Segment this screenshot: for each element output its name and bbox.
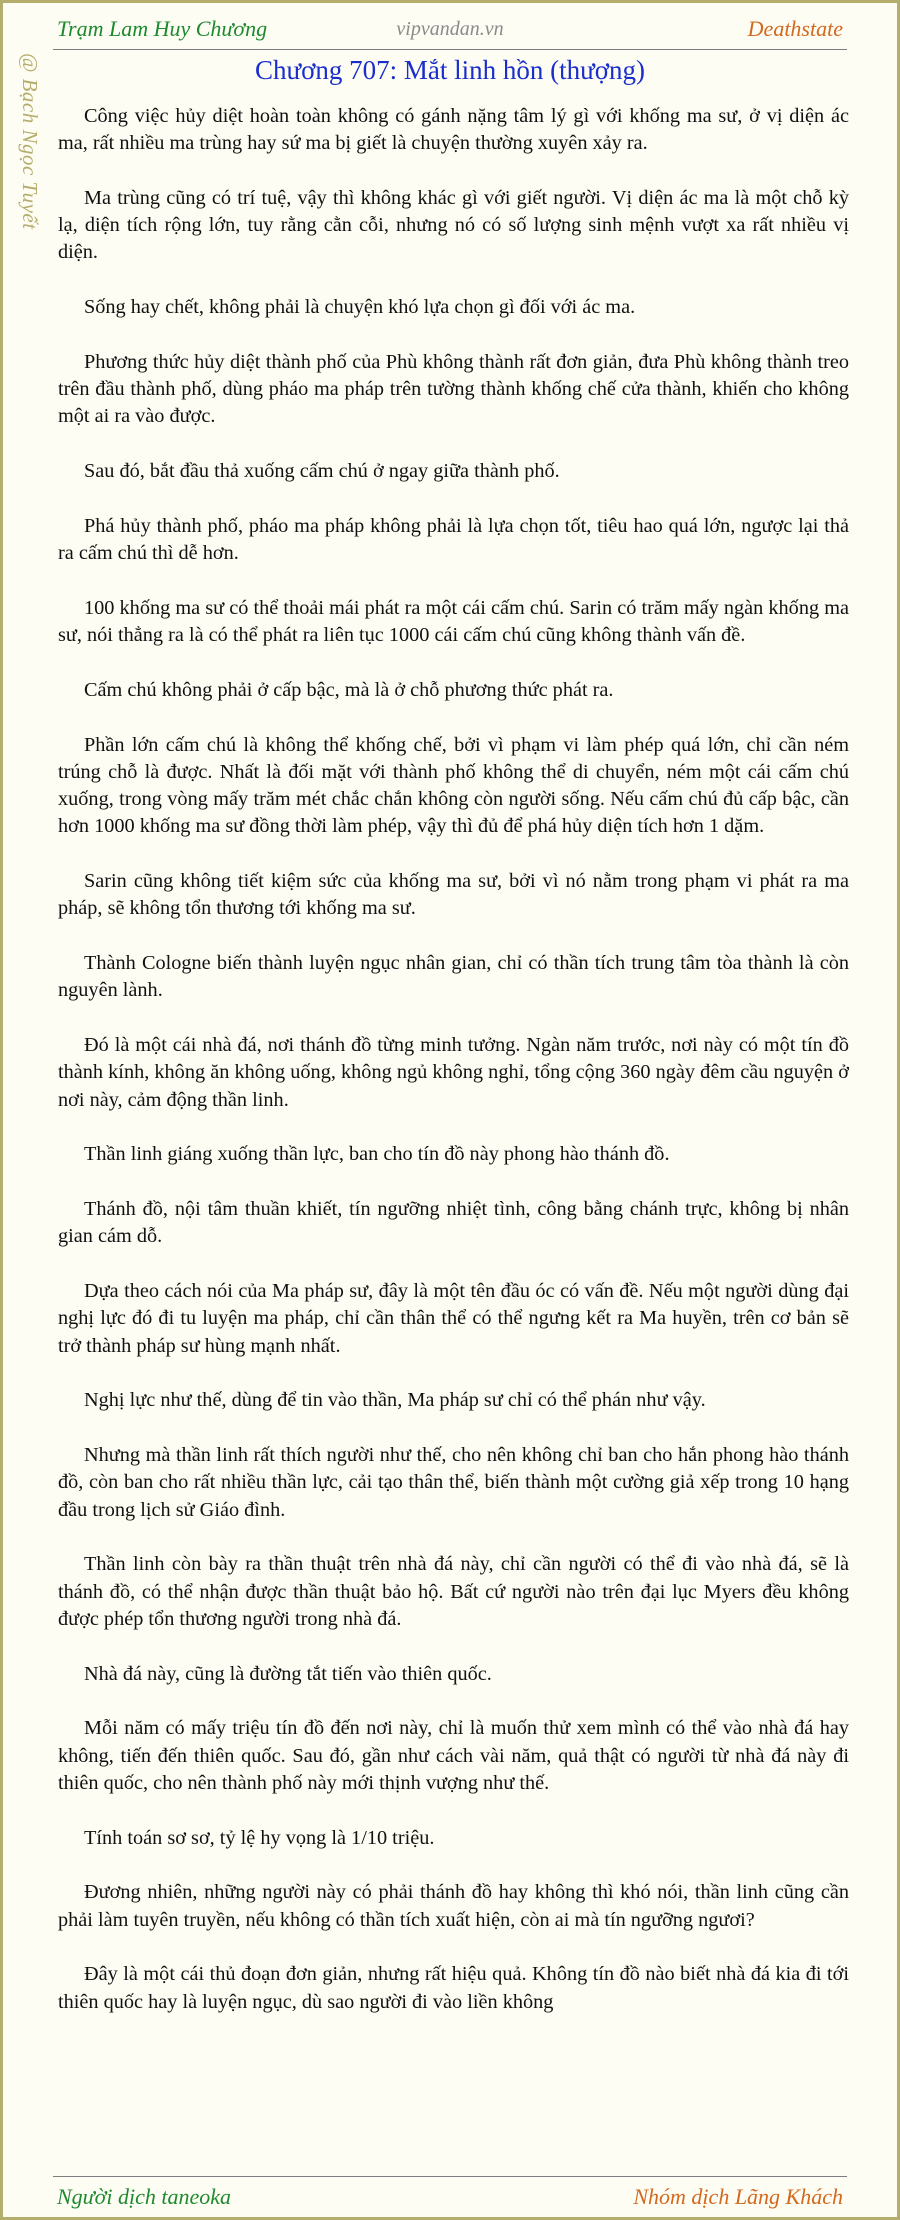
paragraph: Ma trùng cũng có trí tuệ, vậy thì không khác gì với giết người. Vị diện ác ma là một chỗ kỳ lạ, diện tích rộng lớn, tuy rằng cằn cỗi, nhưng nó có số lượng sinh mệnh vượt xa rất nhiều vị diện. bbox=[58, 187, 849, 264]
paragraph: 100 khống ma sư có thể thoải mái phát ra một cái cấm chú. Sarin có trăm mấy ngàn khống ma sư, nói thẳng ra là có thể phát ra liên tục 1000 cái cấm chú cũng không thành vấn đề. bbox=[58, 597, 849, 647]
paragraph: Tính toán sơ sơ, tỷ lệ hy vọng là 1/10 triệu. bbox=[84, 1826, 435, 1849]
chapter-title: Chương 707: Mắt linh hồn (thượng) bbox=[254, 55, 646, 85]
paragraph: Dựa theo cách nói của Ma pháp sư, đây là một tên đầu óc có vấn đề. Nếu một người dùng đại nghị lực đó đi tu luyện ma pháp, chỉ cần thân thể có thể ngưng kết ra Ma huyền, trên cơ bản sẽ trở thành pháp sư hùng mạnh nhất. bbox=[58, 1280, 849, 1357]
chapter-body bbox=[58, 103, 849, 2173]
paragraph: Đây là một cái thủ đoạn đơn giản, nhưng rất hiệu quả. Không tín đồ nào biết nhà đá kia đi tới thiên quốc hay là luyện ngục, dù sao người đi vào liền không bbox=[58, 1963, 849, 2013]
paragraph: Nghị lực như thế, dùng để tin vào thần, Ma pháp sư chỉ có thể phán như vậy. bbox=[84, 1389, 706, 1412]
footer-group: Nhóm dịch Lãng Khách bbox=[633, 2184, 843, 2209]
paragraph: Thánh đồ, nội tâm thuần khiết, tín ngưỡng nhiệt tình, công bằng chánh trực, không bị nhân gian cám dỗ. bbox=[58, 1198, 849, 1248]
paragraph: Sau đó, bắt đầu thả xuống cấm chú ở ngay giữa thành phố. bbox=[84, 460, 560, 483]
header-website: vipvandan.vn bbox=[396, 18, 504, 40]
side-watermark: @ Bạch Ngọc Tuyết bbox=[18, 53, 42, 230]
header-site-name: Trạm Lam Huy Chương bbox=[57, 16, 268, 41]
paragraph: Thần linh còn bày ra thần thuật trên nhà đá này, chỉ cần người có thể đi vào nhà đá, sẽ là thánh đồ, có thể nhận được thần thuật bảo hộ. Bất cứ người nào trên đại lục Myers đều không được phép tổn thương người trong nhà đá. bbox=[58, 1553, 849, 1630]
paragraph: Nhà đá này, cũng là đường tắt tiến vào thiên quốc. bbox=[84, 1662, 492, 1685]
paragraph: Phương thức hủy diệt thành phố của Phù không thành rất đơn giản, đưa Phù không thành treo trên đầu thành phố, dùng pháo ma pháp trên tường thành khống chế cửa thành, khiến cho không một ai ra vào được. bbox=[58, 351, 849, 428]
paragraph: Thần linh giáng xuống thần lực, ban cho tín đồ này phong hào thánh đồ. bbox=[84, 1143, 670, 1166]
paragraph: Sarin cũng không tiết kiệm sức của khống ma sư, bởi vì nó nằm trong phạm vi phát ra ma pháp, sẽ không tổn thương tới khống ma sư. bbox=[58, 870, 849, 920]
paragraph: Nhưng mà thần linh rất thích người như thế, cho nên không chỉ ban cho hắn phong hào thánh đồ, còn ban cho rất nhiều thần lực, cải tạo thân thể, biến thành một cường giả xếp trong 10 hạng đầu trong lịch sử Giáo đình. bbox=[58, 1444, 849, 1521]
paragraph: Sống hay chết, không phải là chuyện khó lựa chọn gì đối với ác ma. bbox=[84, 296, 636, 319]
paragraph: Cấm chú không phải ở cấp bậc, mà là ở chỗ phương thức phát ra. bbox=[84, 679, 614, 701]
paragraph: Đó là một cái nhà đá, nơi thánh đồ từng minh tưởng. Ngàn năm trước, nơi này có một tín đồ thành kính, không ăn không uống, không ngủ không nghỉ, tổng cộng 360 ngày đêm cầu nguyện ở nơi này, cảm động thần linh. bbox=[58, 1034, 849, 1111]
paragraph: Phần lớn cấm chú là không thể khống chế, bởi vì phạm vi làm phép quá lớn, chỉ cần ném trúng chỗ là được. Nhất là đối mặt với thành phố không thể di chuyển, ném một cái cấm chú xuống, trong vòng mấy trăm mét chắc chắn không còn người sống. Nếu cấm chú đủ cấp bậc, cần hơn 1000 khống ma sư đồng thời làm phép, vậy thì đủ để phá hủy diện tích hơn 1 dặm. bbox=[58, 733, 849, 838]
paragraph: Đương nhiên, những người này có phải thánh đồ hay không thì khó nói, thần linh cũng cần phải làm tuyên truyền, nếu không có thần tích xuất hiện, còn ai mà tín ngưỡng ngươi? bbox=[58, 1881, 849, 1931]
page-footer bbox=[53, 2181, 847, 2215]
paragraph: Công việc hủy diệt hoàn toàn không có gánh nặng tâm lý gì với khống ma sư, ở vị diện ác ma, rất nhiều ma trùng hay sứ ma bị giết là chuyện thường xuyên xảy ra. bbox=[58, 105, 849, 155]
footer-translator: Người dịch taneoka bbox=[57, 2184, 232, 2209]
paragraph: Mỗi năm có mấy triệu tín đồ đến nơi này, chỉ là muốn thử xem mình có thể vào nhà đá hay không, tiến đến thiên quốc. Sau đó, gần như cách vài năm, quả thật có người từ nhà đá này đi thiên quốc, cho nên thành phố này mới thịnh vượng như thế. bbox=[58, 1717, 849, 1794]
header-book-title: Deathstate bbox=[747, 16, 843, 41]
page-header bbox=[53, 13, 847, 50]
paragraph: Thành Cologne biến thành luyện ngục nhân gian, chỉ có thần tích trung tâm tòa thành là còn nguyên lành. bbox=[58, 952, 849, 1002]
paragraph: Phá hủy thành phố, pháo ma pháp không phải là lựa chọn tốt, tiêu hao quá lớn, ngược lại thả ra cấm chú thì dễ hơn. bbox=[58, 515, 849, 565]
footer-divider bbox=[53, 2176, 847, 2177]
